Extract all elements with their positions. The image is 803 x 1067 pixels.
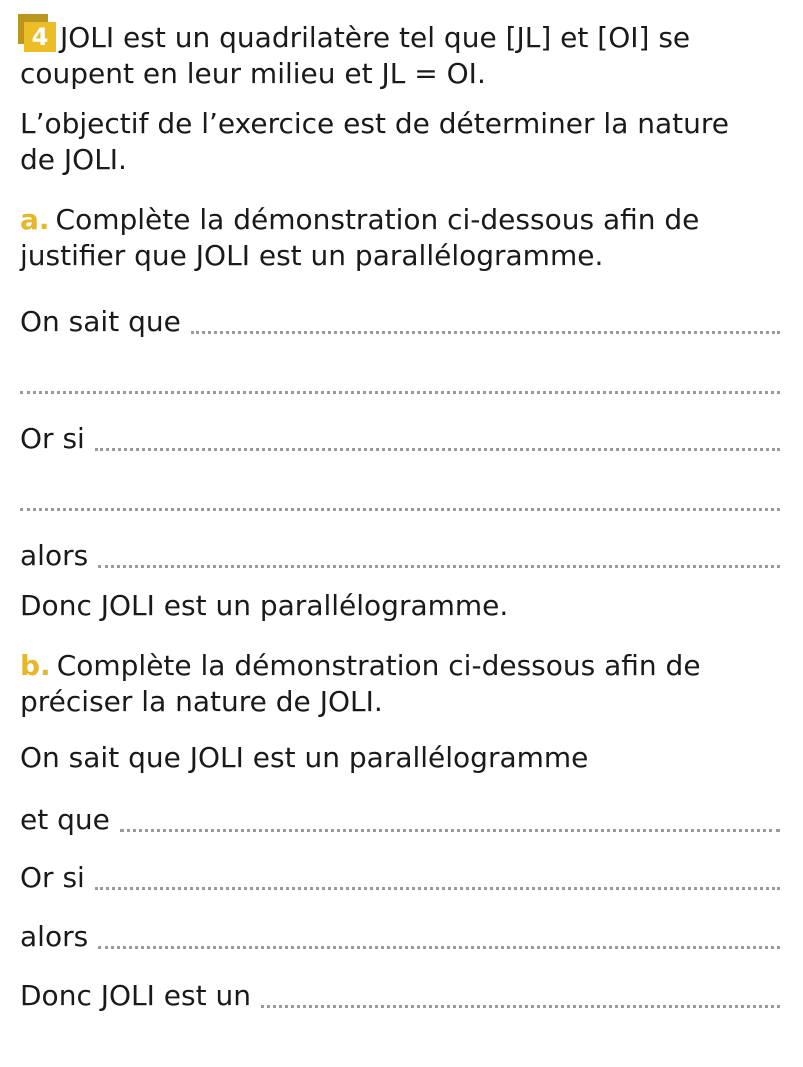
part-b-letter: b. (20, 649, 51, 682)
part-a-instruction (20, 202, 780, 274)
objective-line-2: de JOLI. (20, 143, 127, 176)
objective-text (20, 106, 780, 178)
part-a-instruction-line-1: Complète la démonstration ci-dessous afin de (55, 203, 700, 236)
objective-line-1: L’objectif de l’exercice est de déterminer la nature (20, 107, 730, 140)
part-b-line-1-label: et que (20, 803, 110, 836)
part-a-answer-line-2[interactable] (20, 358, 780, 394)
part-b-instruction (20, 648, 780, 720)
answer-dotted-line[interactable] (191, 331, 780, 334)
answer-dotted-line[interactable] (98, 565, 780, 568)
part-b-answer-line-4[interactable] (20, 978, 780, 1014)
exercise-number: 4 (24, 22, 56, 52)
exercise-number-badge (20, 18, 52, 52)
part-b-instruction-line-2: préciser la nature de JOLI. (20, 685, 383, 718)
part-a-line-3-label: Or si (20, 422, 85, 455)
part-b-answer-line-2[interactable] (20, 860, 780, 896)
part-b-line-2-label: Or si (20, 861, 85, 894)
part-a-line-1-label: On sait que (20, 305, 181, 338)
intro-line-2: coupent en leur milieu et JL = OI. (20, 57, 486, 90)
part-b-line-4-label: Donc JOLI est un (20, 979, 251, 1012)
part-a-answer-line-1[interactable] (20, 304, 780, 340)
part-a-conclusion: Donc JOLI est un parallélogramme. (20, 589, 509, 622)
part-a-answer-line-5[interactable] (20, 538, 780, 574)
answer-dotted-line[interactable] (95, 887, 780, 890)
answer-dotted-line[interactable] (95, 448, 780, 451)
intro-line-1: JOLI est un quadrilatère tel que [JL] et [OI] se (60, 21, 691, 54)
part-a-answer-line-4[interactable] (20, 475, 780, 511)
answer-dotted-line[interactable] (261, 1005, 780, 1008)
answer-dotted-line[interactable] (98, 946, 780, 949)
exercise-header (20, 18, 780, 92)
part-b-instruction-line-1: Complète la démonstration ci-dessous afin de (56, 649, 701, 682)
part-b-answer-line-1[interactable] (20, 802, 780, 838)
part-a-answer-line-3[interactable] (20, 421, 780, 457)
part-a-letter: a. (20, 203, 50, 236)
answer-dotted-line[interactable] (120, 829, 780, 832)
part-a-line-5-label: alors (20, 539, 89, 572)
part-b-answer-line-3[interactable] (20, 919, 780, 955)
part-a-instruction-line-2: justifier que JOLI est un parallélogramme. (20, 239, 604, 272)
part-b-line-3-label: alors (20, 920, 89, 953)
part-b-statement: On sait que JOLI est un parallélogramme (20, 741, 589, 774)
exercise-intro (20, 18, 780, 92)
